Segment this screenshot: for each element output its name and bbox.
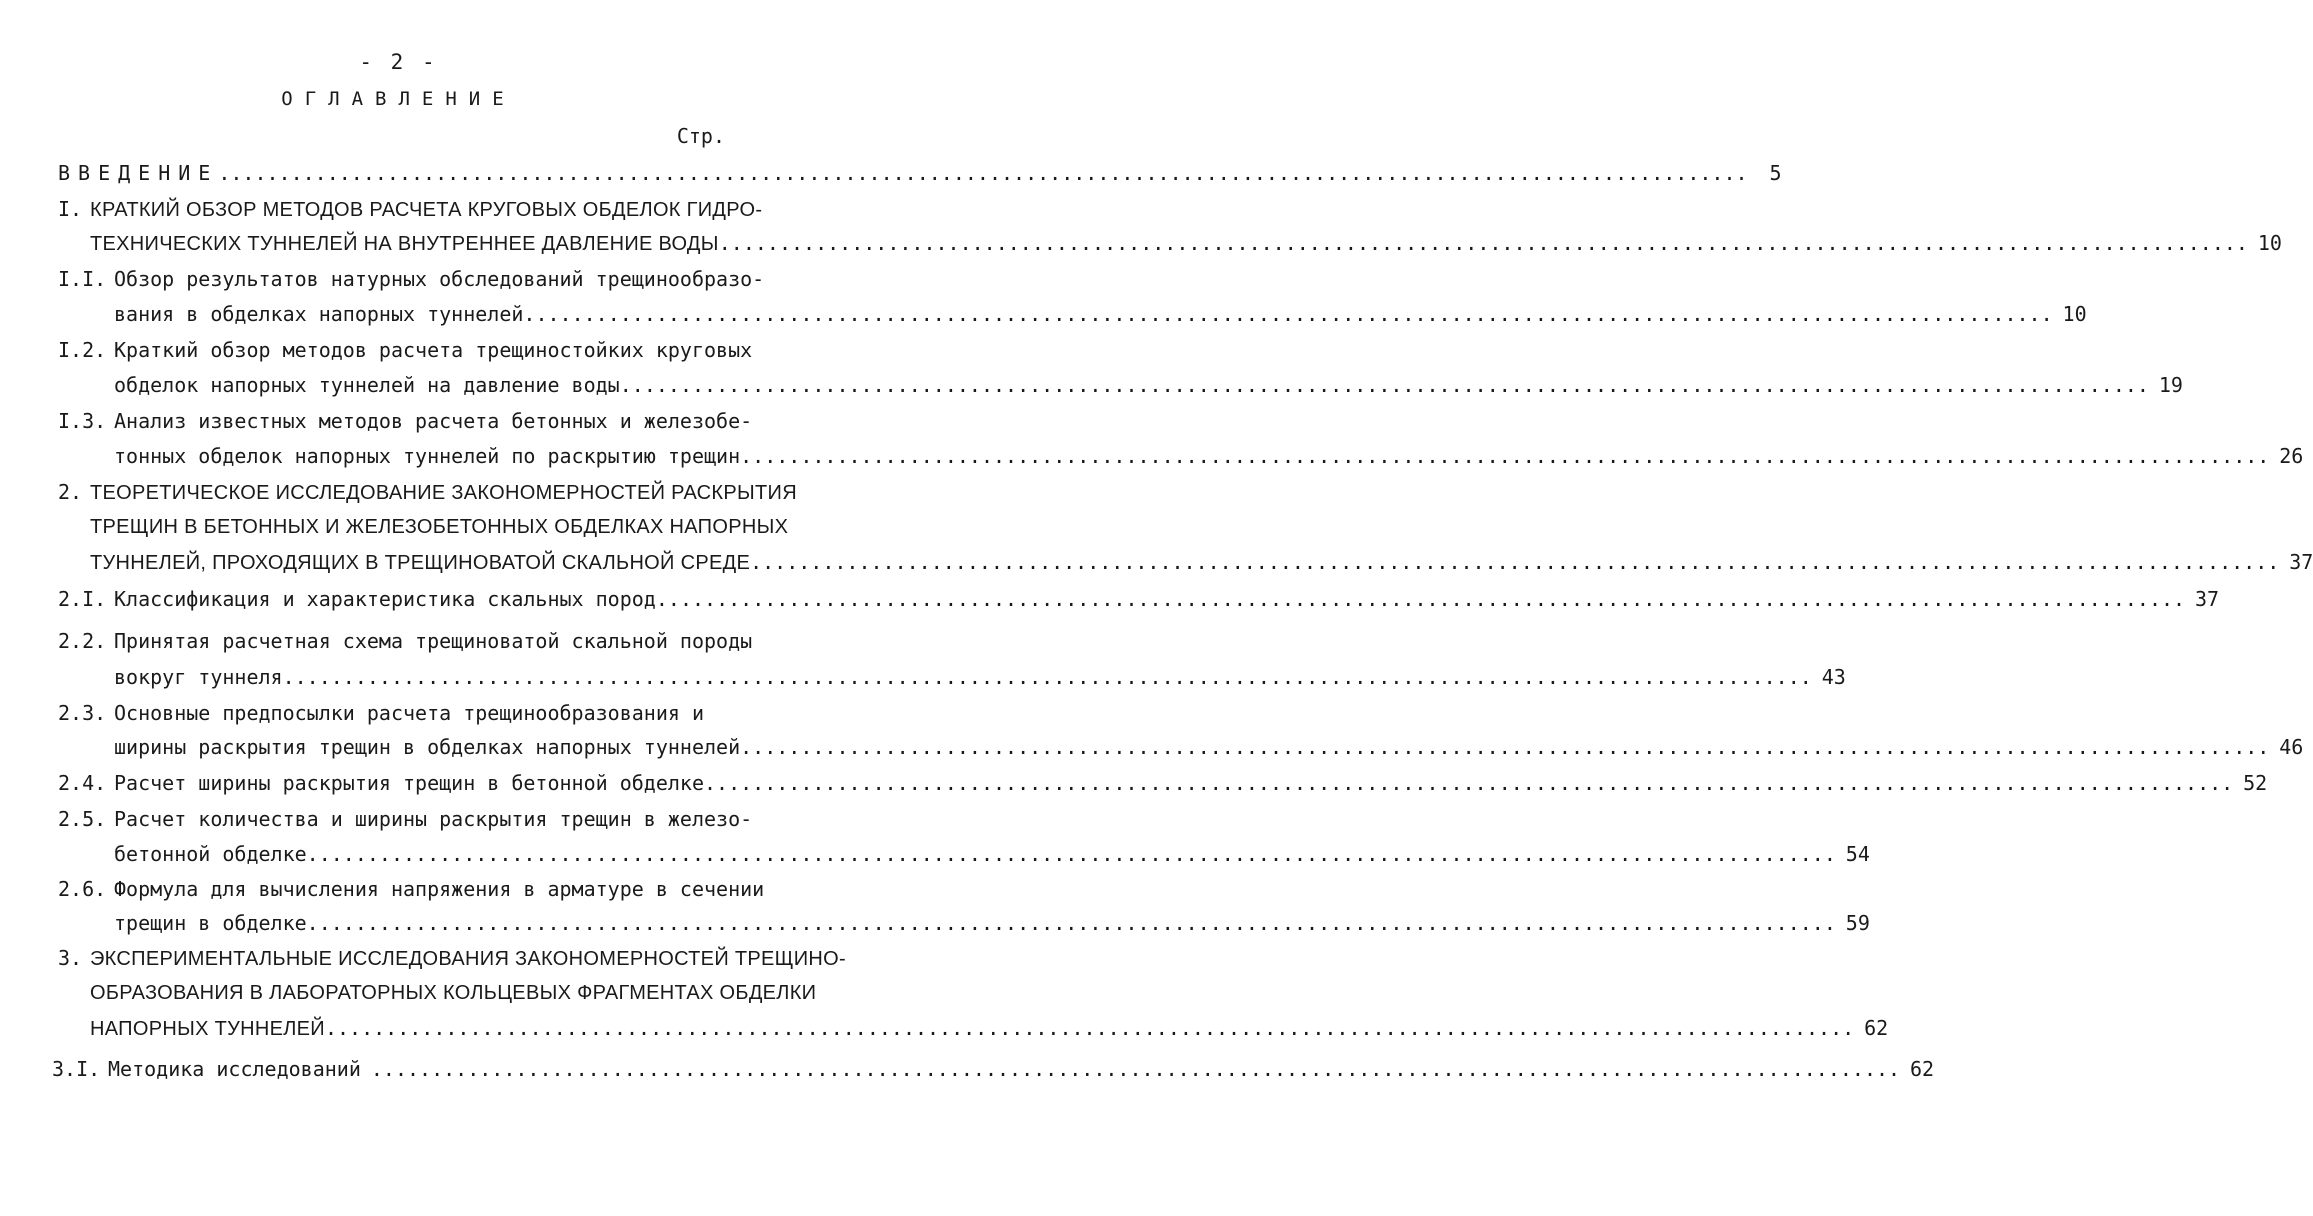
toc-entry-1-2-cont [114, 368, 2183, 402]
toc-entry-1-3 [58, 404, 753, 438]
toc-entry-text: ЭКСПЕРИМЕНТАЛЬНЫЕ ИССЛЕДОВАНИЯ ЗАКОНОМЕРНОСТЕЙ ТРЕЩИНО- [90, 948, 846, 970]
toc-leader-dots [740, 730, 2269, 764]
toc-entry-1-1-cont [114, 297, 2087, 331]
toc-entry-text: тонных обделок напорных туннелей по раскрытию трещин [114, 444, 741, 468]
toc-entry-text: трещин в обделке [114, 911, 307, 935]
toc-leader-dots [371, 1052, 1900, 1086]
toc-entry-text: ТУННЕЛЕЙ, ПРОХОДЯЩИХ В ТРЕЩИНОВАТОЙ СКАЛЬНОЙ СРЕДЕ [90, 552, 751, 574]
toc-entry-text: ТЕХНИЧЕСКИХ ТУННЕЛЕЙ НА ВНУТРЕННЕЕ ДАВЛЕНИЕ ВОДЫ [90, 233, 719, 255]
toc-entry-page: 37 [2289, 550, 2313, 574]
toc-entry-number: I. [58, 197, 83, 221]
toc-entry-page: 37 [2194, 587, 2220, 611]
toc-entry-1 [58, 192, 763, 226]
toc-entry-number: I.I. [58, 267, 107, 291]
toc-entry-2-2 [58, 624, 753, 658]
toc-entry-3-1 [52, 1052, 1935, 1086]
toc-entry-1-1 [58, 262, 765, 296]
toc-leader-dots [218, 156, 1747, 190]
toc-leader-dots [325, 1011, 1854, 1045]
toc-entry-number: 2. [58, 480, 83, 504]
toc-entry-2-2-cont [114, 660, 1846, 694]
toc-entry-page: 62 [1910, 1057, 1935, 1081]
toc-entry-text: Обзор результатов натурных обследований трещинообразо- [114, 267, 765, 291]
toc-entry-1-3-cont [114, 439, 2304, 473]
toc-leader-dots [750, 545, 2279, 579]
toc-leader-dots [283, 660, 1812, 694]
toc-entry-text: ВВЕДЕНИЕ [58, 161, 219, 185]
toc-entry-text: Принятая расчетная схема трещиноватой скальной породы [114, 629, 753, 653]
toc-entry-2-cont-1 [90, 510, 789, 544]
toc-entry-3 [58, 941, 846, 975]
toc-entry-number: 3. [58, 946, 83, 970]
page-title: ОГЛАВЛЕНИЕ [281, 88, 516, 110]
toc-entry-number: 2.3. [58, 701, 107, 725]
toc-entry-page: 10 [2062, 302, 2087, 326]
toc-leader-dots [704, 766, 2233, 800]
toc-entry-page: 62 [1864, 1016, 1889, 1040]
toc-leader-dots [740, 439, 2269, 473]
toc-entry-text: Анализ известных методов расчета бетонных и железобе- [114, 409, 753, 433]
toc-entry-page: 19 [2158, 373, 2183, 397]
toc-entry-2-cont-2 [90, 545, 2313, 579]
toc-entry-3-cont-1 [90, 976, 817, 1010]
page-column-label: Стр. [676, 124, 725, 148]
toc-entry-text: ОБРАЗОВАНИЯ В ЛАБОРАТОРНЫХ КОЛЬЦЕВЫХ ФРАГМЕНТАХ ОБДЕЛКИ [90, 982, 817, 1004]
toc-entry-number: I.2. [58, 338, 107, 362]
toc-entry-3-cont-2 [90, 1011, 1889, 1045]
toc-entry-2-4 [58, 766, 2268, 800]
toc-entry-text: бетонной обделке [114, 842, 307, 866]
toc-entry-text: Формула для вычисления напряжения в арматуре в сечении [114, 877, 765, 901]
toc-entry-number: 2.2. [58, 629, 107, 653]
toc-entry-number: 2.I. [58, 587, 107, 611]
toc-entry-intro [58, 156, 1782, 190]
toc-entry-text: Расчет количества и ширины раскрытия трещин в железо- [114, 807, 753, 831]
toc-entry-number: 3.I. [52, 1057, 101, 1081]
toc-entry-number: 2.4. [58, 771, 107, 795]
toc-entry-2-5 [58, 802, 753, 836]
toc-entry-text: вокруг туннеля [114, 665, 283, 689]
toc-entry-page: 52 [2243, 771, 2268, 795]
toc-entry-text: ширины раскрытия трещин в обделках напорных туннелей [114, 735, 741, 759]
toc-entry-text: ТЕОРЕТИЧЕСКОЕ ИССЛЕДОВАНИЕ ЗАКОНОМЕРНОСТЕЙ РАСКРЫТИЯ [90, 482, 797, 504]
toc-entry-text: Классификация и характеристика скальных пород [114, 587, 656, 611]
toc-leader-dots [307, 906, 1836, 940]
toc-leader-dots [620, 368, 2149, 402]
toc-entry-text: КРАТКИЙ ОБЗОР МЕТОДОВ РАСЧЕТА КРУГОВЫХ ОБДЕЛОК ГИДРО- [90, 199, 763, 221]
toc-entry-text: Расчет ширины раскрытия трещин в бетонной обделке [114, 771, 705, 795]
toc-entry-page: 43 [1821, 665, 1846, 689]
toc-entry-number: I.3. [58, 409, 107, 433]
page-number: - 2 - [359, 50, 438, 74]
toc-entry-2-6 [58, 872, 765, 906]
toc-leader-dots [719, 226, 2248, 260]
toc-entry-text: Краткий обзор методов расчета трещиностойких круговых [114, 338, 753, 362]
toc-entry-2-6-cont [114, 906, 1870, 940]
toc-entry-2-1 [58, 582, 2220, 616]
toc-entry-text: НАПОРНЫХ ТУННЕЛЕЙ [90, 1018, 325, 1040]
toc-entry-2-5-cont [114, 837, 1870, 871]
toc-entry-page: 26 [2279, 444, 2304, 468]
toc-entry-1-cont [90, 226, 2282, 260]
toc-leader-dots [656, 582, 2185, 616]
toc-leader-dots [307, 837, 1836, 871]
toc-entry-page: 54 [1845, 842, 1870, 866]
toc-entry-1-2 [58, 333, 753, 367]
toc-entry-2-3 [58, 696, 725, 730]
toc-entry-page: 46 [2279, 735, 2304, 759]
toc-entry-number: 2.5. [58, 807, 107, 831]
toc-entry-page: 59 [1845, 911, 1870, 935]
toc-entry-text: Методика исследований [108, 1057, 361, 1081]
toc-leader-dots [523, 297, 2052, 331]
toc-entry-2 [58, 475, 797, 509]
toc-entry-text: ТРЕЩИН В БЕТОННЫХ И ЖЕЛЕЗОБЕТОННЫХ ОБДЕЛКАХ НАПОРНЫХ [90, 516, 789, 538]
toc-entry-text: Основные предпосылки расчета трещинообразования и [114, 701, 705, 725]
toc-entry-number: 2.6. [58, 877, 107, 901]
toc-entry-text: обделок напорных туннелей на давление воды [114, 373, 620, 397]
toc-entry-2-3-cont [114, 730, 2304, 764]
toc-entry-text: вания в обделках напорных туннелей [114, 302, 524, 326]
toc-entry-page: 5 [1769, 161, 1782, 185]
toc-entry-page: 10 [2257, 231, 2282, 255]
